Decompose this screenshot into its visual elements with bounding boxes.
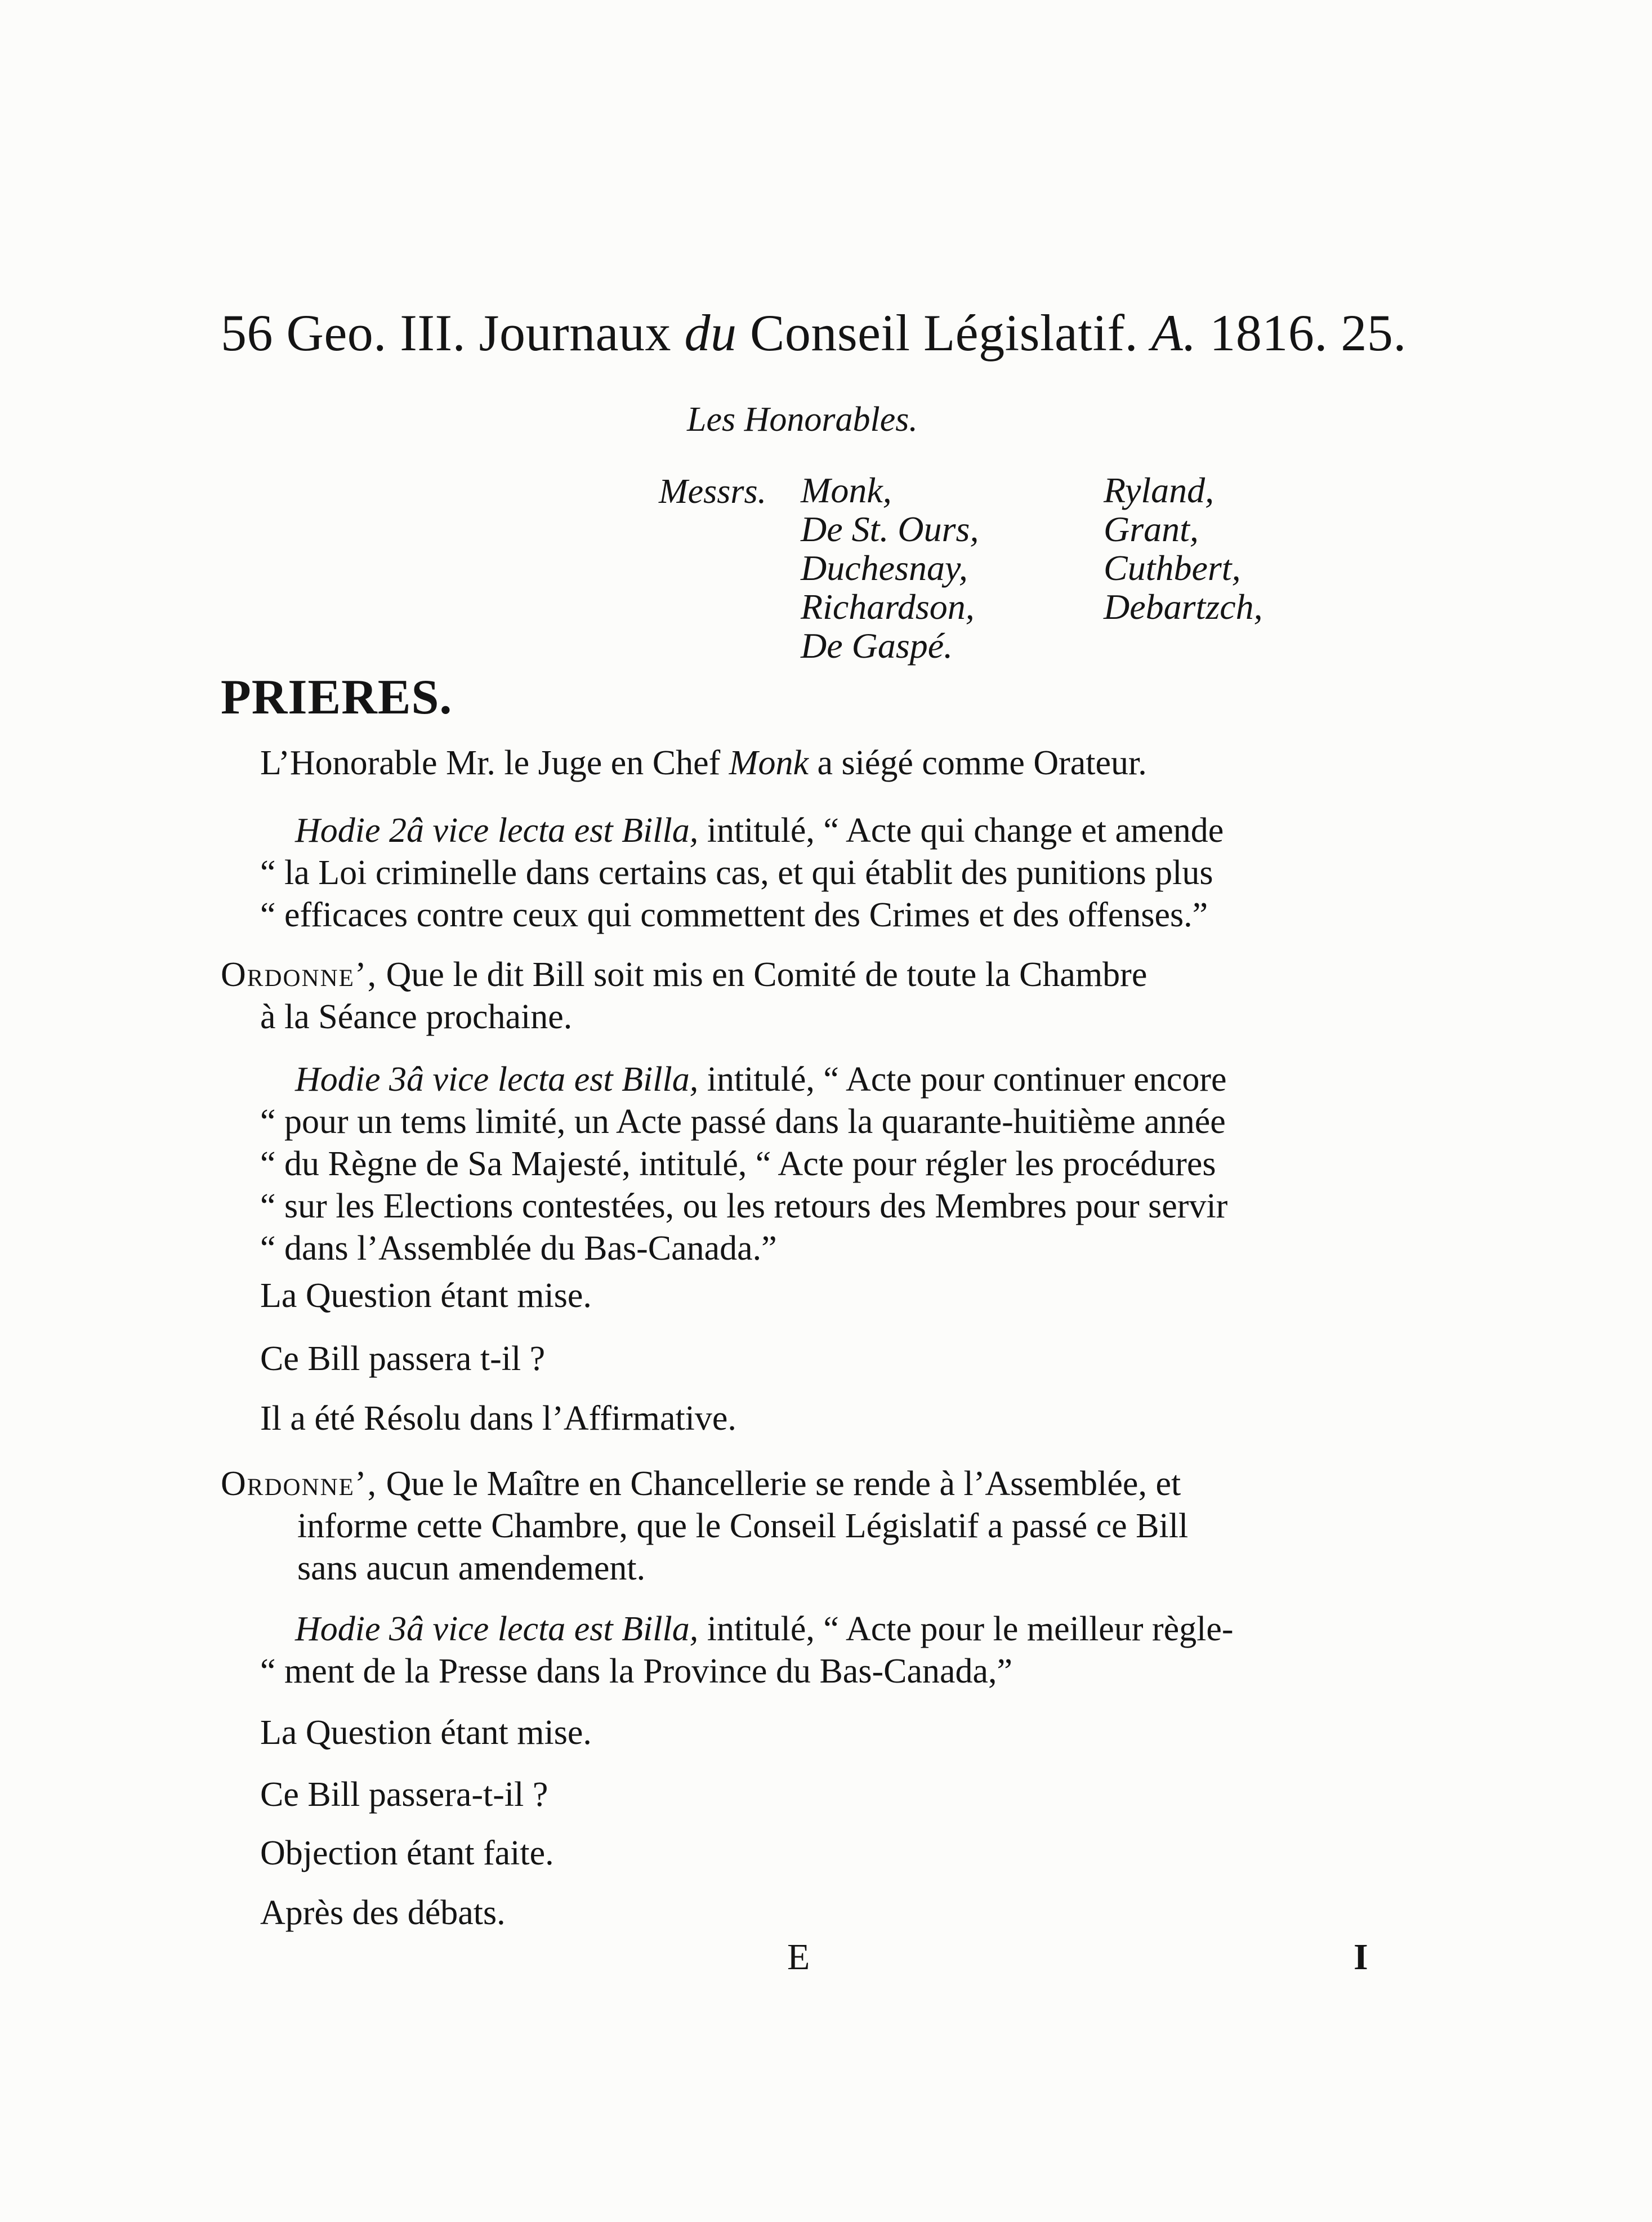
member-name: Grant,: [1104, 509, 1199, 549]
paragraph-ordonne-comite: Ordonne’, Que le dit Bill soit mis en Comité de toute la Chambre à la Séance prochaine.: [221, 956, 1148, 1036]
member-name: Richardson,: [801, 587, 975, 627]
paragraph-objection: Objection étant faite.: [260, 1834, 554, 1872]
paragraph-bill-elections: Hodie 3â vice lecta est Billa, intitulé, “ Acte pour continuer encore “ pour un tems limité, un Acte passé dans la quarante-huitième année “ du Règne de Sa Majesté, intitulé, “ Acte pour régler les procédures “ sur les Elections contestées, ou les retours des Membres pour servir “ dans l’Assemblée du Bas-Canada.”: [260, 1060, 1228, 1268]
signature-mark: E: [787, 1937, 810, 1978]
member-name: De Gaspé.: [801, 626, 953, 666]
paragraph-ordonne-maitre: Ordonne’, Que le Maître en Chancellerie se rende à l’Assemblée, et informe cette Chambre, que le Conseil Législatif a passé ce Bill sans aucun amendement.: [221, 1465, 1189, 1587]
section-title: PRIERES.: [221, 670, 453, 725]
paragraph-bill-presse: Hodie 3â vice lecta est Billa, intitulé, “ Acte pour le meilleur règle- “ ment de la Presse dans la Province du Bas-Canada,”: [260, 1610, 1234, 1690]
attendance-column-2: [1104, 471, 1263, 626]
member-name: Cuthbert,: [1104, 548, 1241, 588]
member-name: De St. Ours,: [801, 509, 979, 549]
attendance-heading: Les Honorables.: [687, 400, 918, 439]
paragraph-bill-criminal-law: Hodie 2â vice lecta est Billa, intitulé, “ Acte qui change et amende “ la Loi criminelle dans certains cas, et qui établit des punitions plus “ efficaces contre ceux qui commettent des Crimes et des offenses.”: [260, 811, 1224, 934]
paragraph-question-pass: Ce Bill passera t-il ?: [260, 1340, 546, 1378]
attendance-prefix: Messrs.: [659, 472, 767, 511]
page-header: 56 Geo. III. Journaux du Conseil Législatif. A. 1816. 25.: [221, 304, 1407, 362]
paragraph-resolved: Il a été Résolu dans l’Affirmative.: [260, 1399, 736, 1438]
paragraph-orateur: L’Honorable Mr. le Juge en Chef Monk a siégé comme Orateur.: [260, 744, 1147, 782]
paragraph-debats: Après des débats.: [260, 1894, 506, 1932]
catchword: I: [1354, 1937, 1368, 1978]
attendance-column-1: [801, 471, 979, 665]
member-name: Monk,: [801, 470, 892, 510]
paragraph-question: La Question étant mise.: [260, 1277, 592, 1315]
paragraph-question-pass-2: Ce Bill passera-t-il ?: [260, 1775, 548, 1814]
member-name: Ryland,: [1104, 470, 1215, 510]
paragraph-question-2: La Question étant mise.: [260, 1714, 592, 1752]
member-name: Debartzch,: [1104, 587, 1263, 627]
member-name: Duchesnay,: [801, 548, 968, 588]
